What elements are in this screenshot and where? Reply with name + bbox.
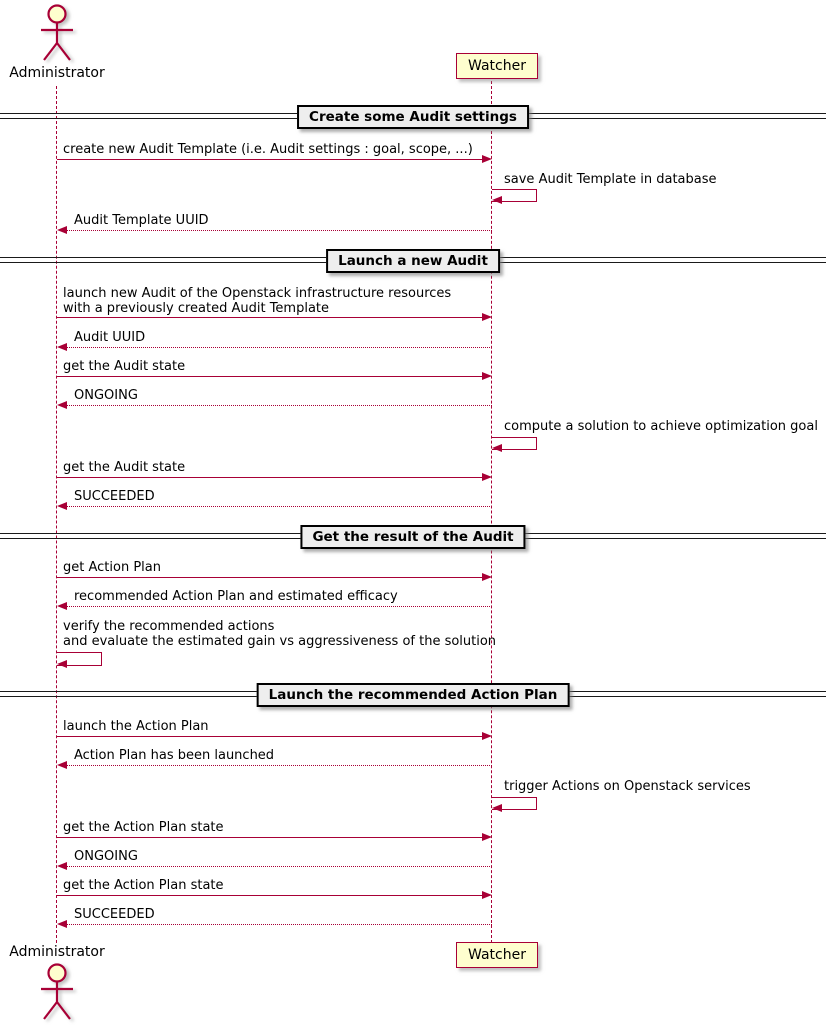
message-arrow xyxy=(66,506,492,507)
message-line: launch new Audit of the Openstack infrastructure resources xyxy=(63,286,452,301)
message-arrow xyxy=(66,606,492,607)
arrowhead-left-icon xyxy=(492,804,502,812)
divider-label: Create some Audit settings xyxy=(297,105,529,129)
message-arrow xyxy=(57,837,483,838)
message-label: get the Action Plan state xyxy=(63,820,224,835)
message-line: with a previously created Audit Template xyxy=(63,301,330,316)
message-arrow xyxy=(57,477,483,478)
message-label: get Action Plan xyxy=(63,560,161,575)
message-label: get the Audit state xyxy=(63,359,186,374)
arrowhead-right-icon xyxy=(482,372,492,380)
arrowhead-left-icon xyxy=(57,920,67,928)
administrator-label-top: Administrator xyxy=(9,65,105,81)
message-arrow xyxy=(66,230,492,231)
arrowhead-left-icon xyxy=(57,862,67,870)
administrator-actor-bottom xyxy=(2,944,112,1026)
message-label: get the Audit state xyxy=(63,460,186,475)
divider-get-result-audit xyxy=(0,525,826,549)
arrowhead-left-icon xyxy=(57,761,67,769)
message-label: create new Audit Template (i.e. Audit settings : goal, scope, ...) xyxy=(63,142,473,157)
arrowhead-left-icon xyxy=(57,226,67,234)
arrowhead-left-icon xyxy=(57,602,67,610)
actor-icon xyxy=(33,960,81,1026)
message-arrow xyxy=(66,765,492,766)
arrowhead-right-icon xyxy=(482,732,492,740)
message-arrow xyxy=(66,924,492,925)
divider-label: Get the result of the Audit xyxy=(300,525,525,549)
message-arrow xyxy=(57,376,483,377)
message-label: Audit UUID xyxy=(74,330,146,345)
message-label: get the Action Plan state xyxy=(63,878,224,893)
message-label: SUCCEEDED xyxy=(74,489,155,504)
administrator-label-bottom: Administrator xyxy=(9,944,105,960)
message-arrow xyxy=(57,159,483,160)
message-arrow xyxy=(66,347,492,348)
arrowhead-left-icon xyxy=(57,660,67,668)
watcher-participant-bottom: Watcher xyxy=(456,942,538,968)
arrowhead-right-icon xyxy=(482,891,492,899)
message-label: Action Plan has been launched xyxy=(74,748,275,763)
message-arrow xyxy=(57,577,483,578)
message-arrow xyxy=(66,405,492,406)
divider-launch-action-plan xyxy=(0,683,826,707)
message-label: launch the Action Plan xyxy=(63,719,209,734)
arrowhead-right-icon xyxy=(482,473,492,481)
arrowhead-left-icon xyxy=(492,196,502,204)
arrowhead-left-icon xyxy=(492,444,502,452)
message-label xyxy=(63,619,496,649)
message-line: and evaluate the estimated gain vs aggressiveness of the solution xyxy=(63,634,497,649)
administrator-actor-top xyxy=(2,3,112,81)
divider-create-audit-settings xyxy=(0,105,826,129)
divider-label: Launch the recommended Action Plan xyxy=(257,683,570,707)
message-label: save Audit Template in database xyxy=(504,172,717,187)
message-label: trigger Actions on Openstack services xyxy=(504,779,751,794)
arrowhead-right-icon xyxy=(482,833,492,841)
divider-label: Launch a new Audit xyxy=(326,249,500,273)
message-arrow xyxy=(66,866,492,867)
message-label: recommended Action Plan and estimated efficacy xyxy=(74,589,398,604)
message-arrow xyxy=(57,736,483,737)
message-label: ONGOING xyxy=(74,388,138,403)
arrowhead-right-icon xyxy=(482,573,492,581)
message-label: ONGOING xyxy=(74,849,138,864)
watcher-participant-top: Watcher xyxy=(456,53,538,79)
arrowhead-right-icon xyxy=(482,313,492,321)
message-label: Audit Template UUID xyxy=(74,213,209,228)
arrowhead-left-icon xyxy=(57,401,67,409)
arrowhead-left-icon xyxy=(57,343,67,351)
watcher-lifeline xyxy=(491,81,492,943)
message-label: compute a solution to achieve optimization goal xyxy=(504,419,818,434)
message-line: verify the recommended actions xyxy=(63,619,275,634)
divider-launch-new-audit xyxy=(0,249,826,273)
actor-icon xyxy=(33,3,81,65)
arrowhead-left-icon xyxy=(57,502,67,510)
message-arrow xyxy=(57,895,483,896)
message-arrow xyxy=(57,317,483,318)
arrowhead-right-icon xyxy=(482,155,492,163)
message-label xyxy=(63,286,451,316)
administrator-lifeline xyxy=(56,86,57,943)
message-label: SUCCEEDED xyxy=(74,907,155,922)
